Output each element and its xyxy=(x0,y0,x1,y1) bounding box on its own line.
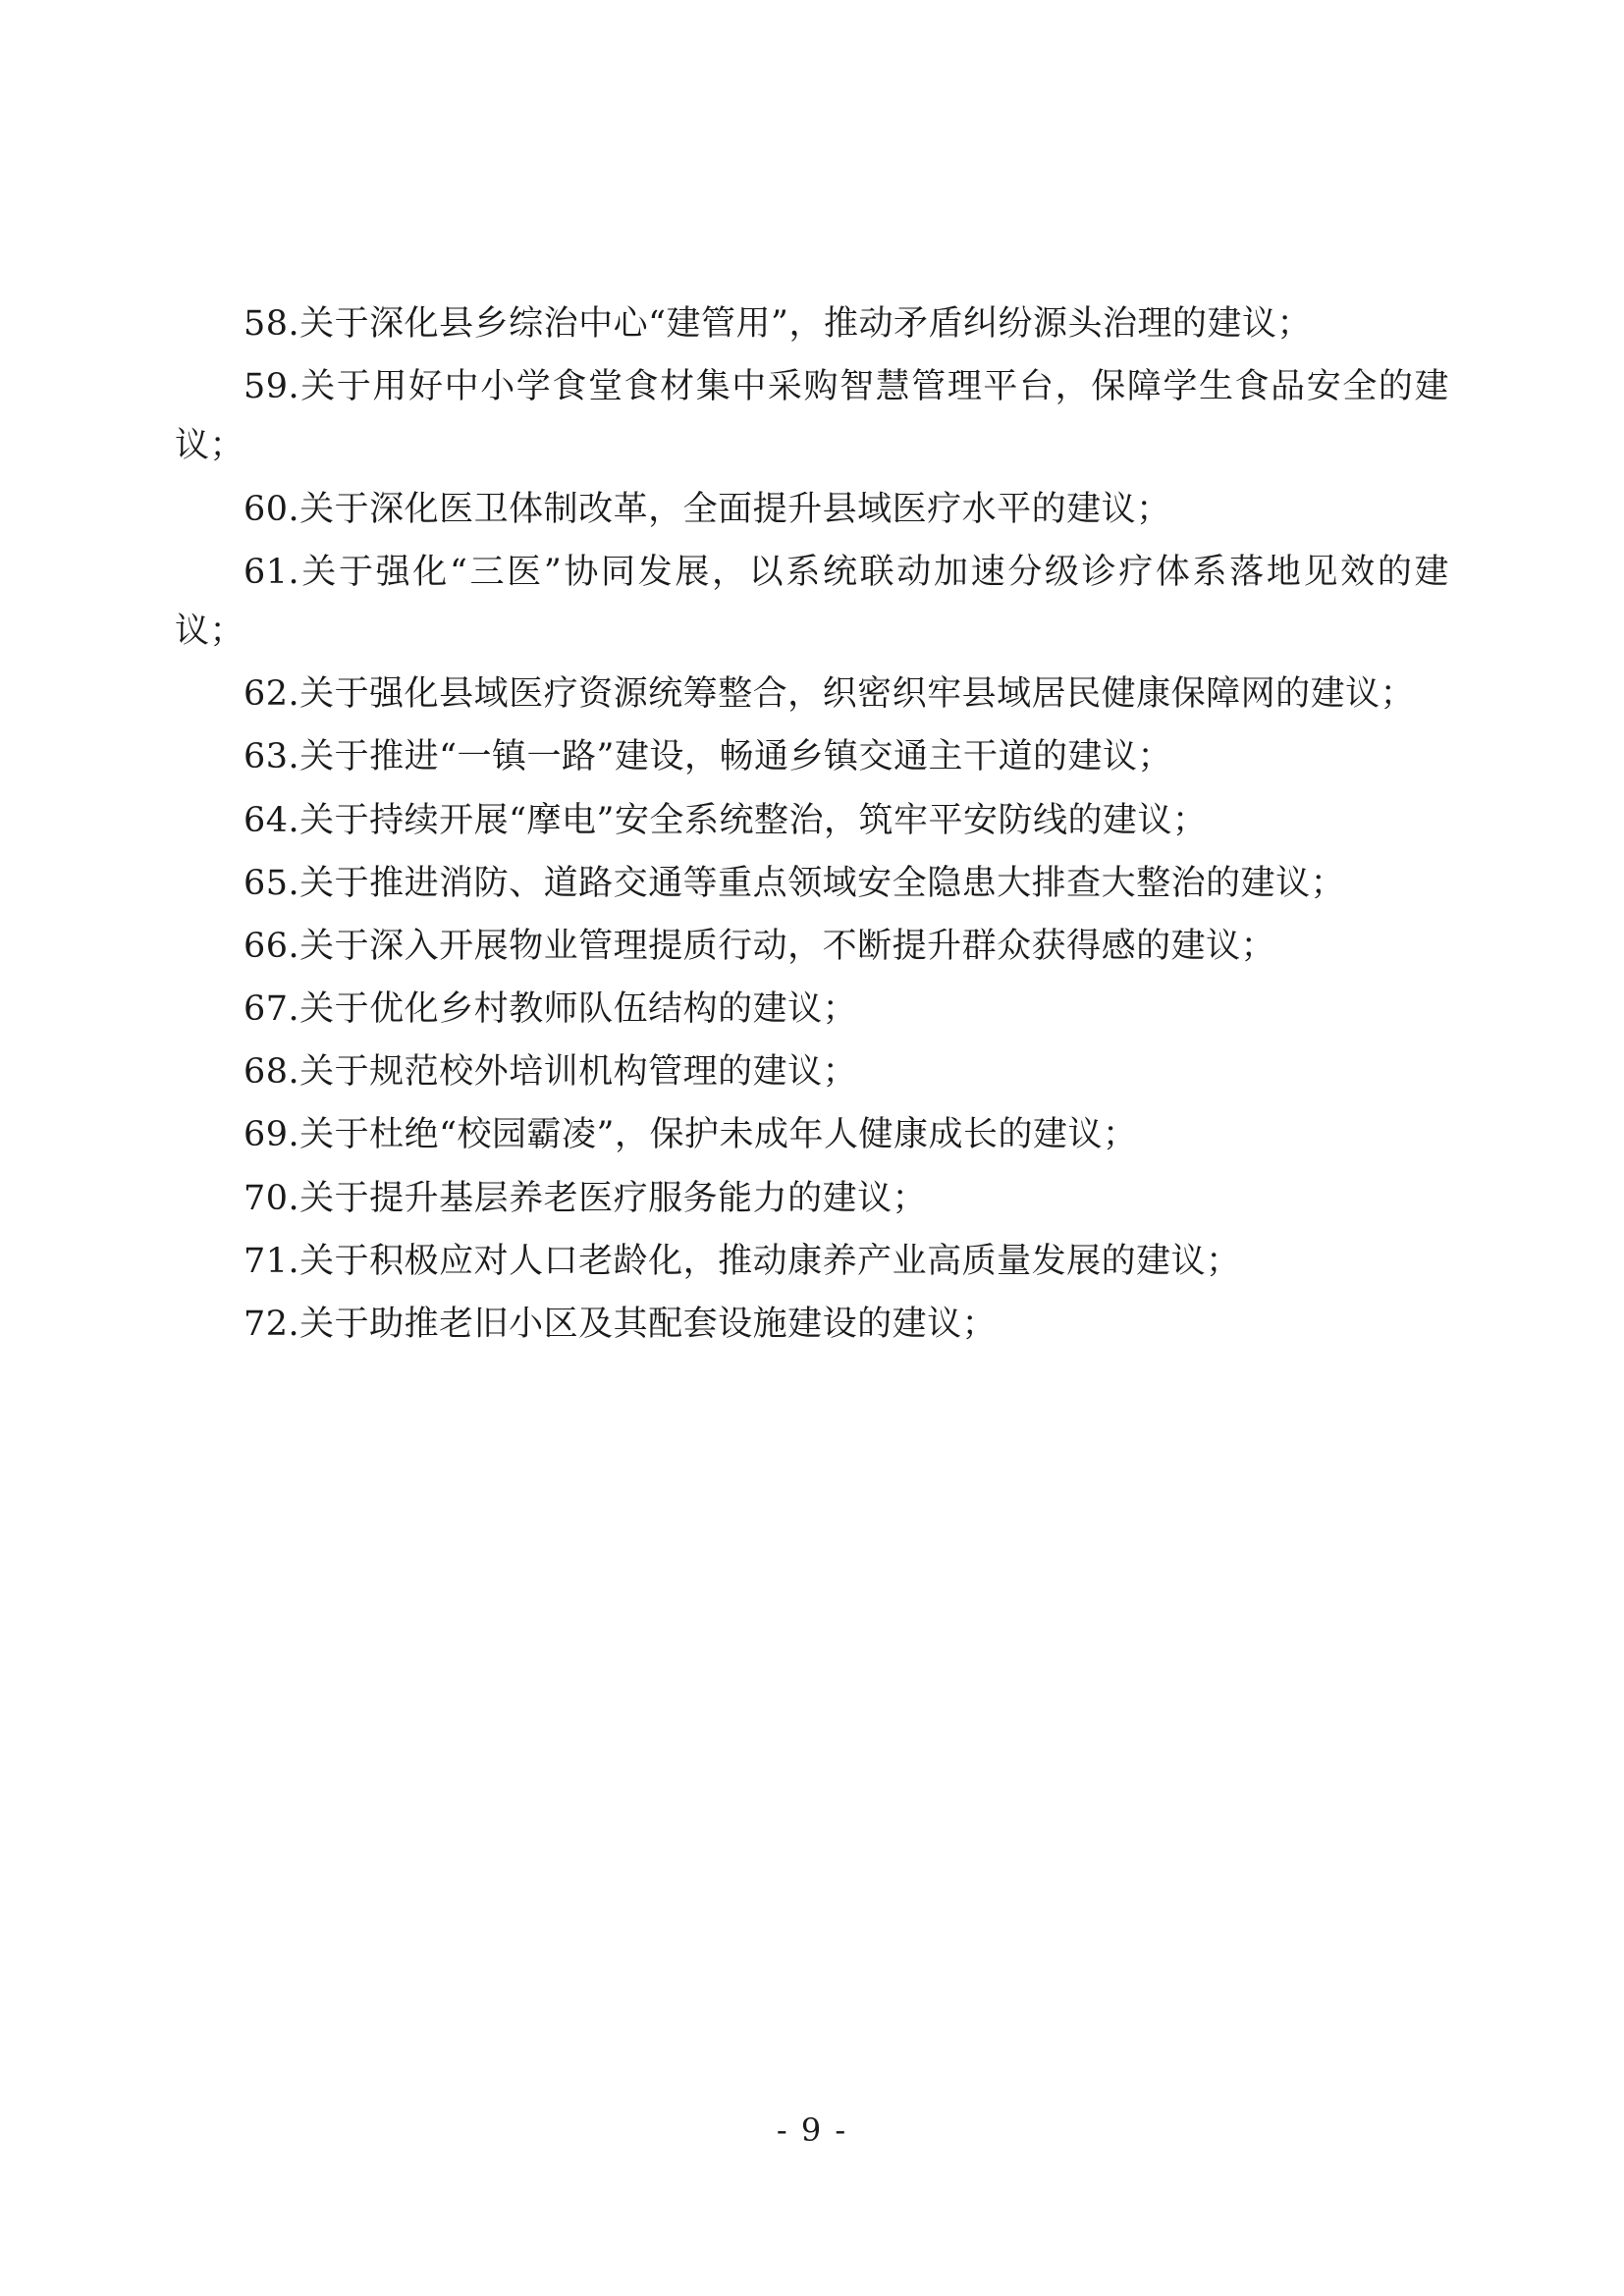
list-item: 58.关于深化县乡综治中心“建管用”，推动矛盾纠纷源头治理的建议； xyxy=(244,304,1312,344)
list-item: 65.关于推进消防、道路交通等重点领域安全隐患大排查大整治的建议； xyxy=(244,863,1346,903)
list-item: 68.关于规范校外培训机构管理的建议； xyxy=(244,1052,858,1093)
list-item: 67.关于优化乡村教师队伍结构的建议； xyxy=(244,989,858,1030)
proposal-list xyxy=(175,294,1449,1354)
page-number: - 9 - xyxy=(776,2111,848,2149)
list-item: 64.关于持续开展“摩电”安全系统整治，筑牢平安防线的建议； xyxy=(244,800,1208,840)
list-item: 69.关于杜绝“校园霸凌”，保护未成年人健康成长的建议； xyxy=(244,1115,1138,1155)
list-item: 72.关于助推老旧小区及其配套设施建设的建议； xyxy=(244,1305,998,1344)
list-item: 61.关于强化“三医”协同发展，以系统联动加速分级诊疗体系落地见效的建议； xyxy=(175,552,1449,651)
list-item: 62.关于强化县域医疗资源统筹整合，织密织牢县域居民健康保障网的建议； xyxy=(244,674,1416,715)
list-item: 70.关于提升基层养老医疗服务能力的建议； xyxy=(244,1178,928,1218)
list-item: 63.关于推进“一镇一路”建设，畅通乡镇交通主干道的建议； xyxy=(244,737,1172,777)
list-item: 66.关于深入开展物业管理提质行动，不断提升群众获得感的建议； xyxy=(244,926,1276,966)
list-item: 71.关于积极应对人口老龄化，推动康养产业高质量发展的建议； xyxy=(244,1241,1241,1281)
list-item: 59.关于用好中小学食堂食材集中采购智慧管理平台，保障学生食品安全的建议； xyxy=(175,367,1449,466)
list-item: 60.关于深化医卫体制改革，全面提升县域医疗水平的建议； xyxy=(244,489,1171,529)
